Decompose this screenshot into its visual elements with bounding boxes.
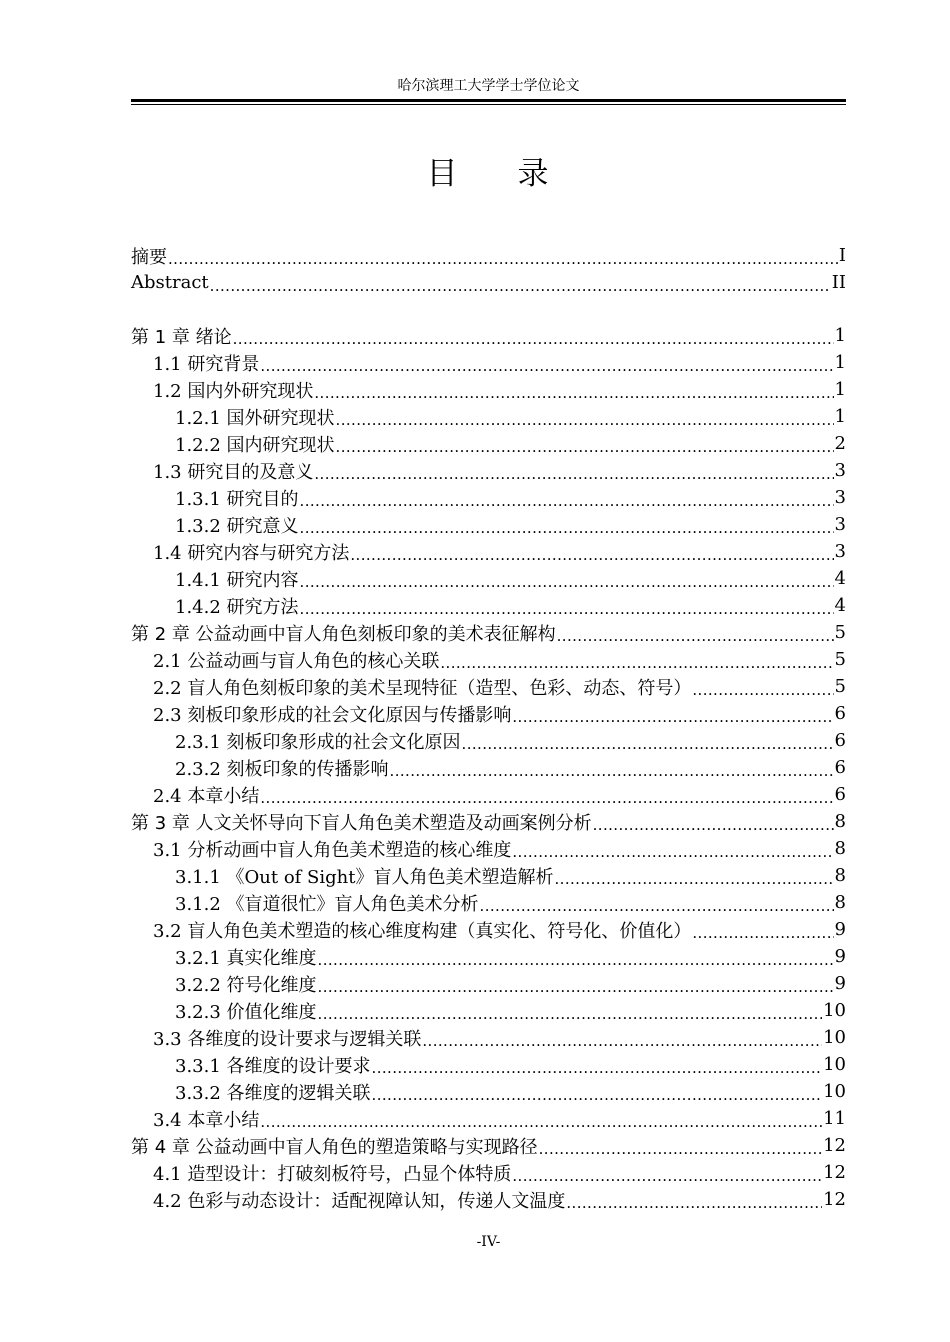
toc-entry-label: 1.4.1 研究内容 xyxy=(175,569,299,591)
toc-entry-page: 1 xyxy=(834,406,846,427)
toc-leader-dots xyxy=(593,816,834,834)
toc-entry-page: 6 xyxy=(834,757,846,778)
toc-entry[interactable] xyxy=(131,242,846,269)
toc-leader-dots xyxy=(168,250,838,268)
toc-entry-label: 4.1 造型设计：打破刻板符号，凸显个体特质 xyxy=(153,1163,512,1185)
toc-entry-label: 3.3.2 各维度的逻辑关联 xyxy=(175,1082,371,1104)
toc-leader-dots xyxy=(390,762,834,780)
title-char-right: 录 xyxy=(517,156,551,192)
toc-leader-dots xyxy=(314,465,833,483)
toc-leader-dots xyxy=(300,519,834,537)
toc-entry[interactable] xyxy=(131,349,846,376)
toc-entry[interactable] xyxy=(131,1105,846,1132)
toc-entry-page: 8 xyxy=(834,892,846,913)
page-number: -IV- xyxy=(476,1234,501,1250)
header-rule-thick xyxy=(131,99,846,102)
toc-entry[interactable] xyxy=(131,1159,846,1186)
toc-leader-dots xyxy=(557,627,834,645)
toc-entry-label: 3.2.3 价值化维度 xyxy=(175,1001,317,1023)
toc-entry-label: Abstract xyxy=(131,272,209,293)
toc-entry-page: 9 xyxy=(834,919,846,940)
toc-entry-page: 1 xyxy=(834,352,846,373)
toc-entry[interactable] xyxy=(131,997,846,1024)
toc-leader-dots xyxy=(566,1194,822,1212)
toc-leader-dots xyxy=(692,681,833,699)
toc-entry-label: 3.1 分析动画中盲人角色美术塑造的核心维度 xyxy=(153,839,512,861)
toc-front-matter xyxy=(131,242,846,296)
toc-entry-page: 3 xyxy=(834,460,846,481)
table-of-contents xyxy=(131,242,846,1213)
toc-entry-label: 2.3.1 刻板印象形成的社会文化原因 xyxy=(175,731,461,753)
toc-entry[interactable] xyxy=(131,269,846,296)
toc-leader-dots xyxy=(318,978,834,996)
toc-entry-page: I xyxy=(838,245,846,266)
toc-leader-dots xyxy=(300,600,834,618)
toc-entry-page: 3 xyxy=(834,487,846,508)
toc-entry-label: 3.3.1 各维度的设计要求 xyxy=(175,1055,371,1077)
toc-leader-dots xyxy=(318,1005,823,1023)
toc-entry[interactable] xyxy=(131,511,846,538)
toc-entry-label: 3.1.2 《盲道很忙》盲人角色美术分析 xyxy=(175,893,479,915)
toc-entry-page: 3 xyxy=(834,514,846,535)
toc-leader-dots xyxy=(440,654,833,672)
toc-entry-page: 2 xyxy=(834,433,846,454)
toc-leader-dots xyxy=(336,438,834,456)
toc-entry[interactable] xyxy=(131,619,846,646)
toc-entry-label: 2.3.2 刻板印象的传播影响 xyxy=(175,758,389,780)
toc-entry[interactable] xyxy=(131,673,846,700)
toc-entry[interactable] xyxy=(131,970,846,997)
toc-entry-page: 8 xyxy=(834,865,846,886)
toc-entry[interactable] xyxy=(131,565,846,592)
toc-gap xyxy=(131,296,846,322)
toc-entry[interactable] xyxy=(131,1186,846,1213)
toc-leader-dots xyxy=(260,1113,822,1131)
toc-leader-dots xyxy=(512,843,833,861)
toc-leader-dots xyxy=(554,870,833,888)
toc-entry-page: 4 xyxy=(834,595,846,616)
toc-entry-page: 9 xyxy=(834,946,846,967)
toc-entry[interactable] xyxy=(131,700,846,727)
toc-entry[interactable] xyxy=(131,322,846,349)
toc-body xyxy=(131,322,846,1213)
toc-entry[interactable] xyxy=(131,781,846,808)
toc-entry-page: 8 xyxy=(834,811,846,832)
toc-entry[interactable] xyxy=(131,430,846,457)
toc-entry[interactable] xyxy=(131,403,846,430)
toc-entry-page: 6 xyxy=(834,703,846,724)
toc-leader-dots xyxy=(210,277,831,295)
toc-entry[interactable] xyxy=(131,538,846,565)
toc-entry-page: 1 xyxy=(834,379,846,400)
toc-entry-label: 3.2.2 符号化维度 xyxy=(175,974,317,996)
toc-entry-label: 3.2 盲人角色美术塑造的核心维度构建（真实化、符号化、价值化） xyxy=(153,920,692,942)
toc-entry[interactable] xyxy=(131,835,846,862)
toc-entry-page: 12 xyxy=(823,1135,846,1156)
toc-entry-page: 8 xyxy=(834,838,846,859)
toc-entry-page: 6 xyxy=(834,730,846,751)
toc-entry-label: 1.4.2 研究方法 xyxy=(175,596,299,618)
toc-leader-dots xyxy=(512,1167,822,1185)
toc-leader-dots xyxy=(300,492,834,510)
toc-entry-page: 12 xyxy=(823,1189,846,1210)
toc-entry-page: II xyxy=(831,272,846,293)
toc-entry-page: 11 xyxy=(823,1108,846,1129)
toc-entry-page: 10 xyxy=(823,1000,846,1021)
toc-entry-label: 1.2.2 国内研究现状 xyxy=(175,434,335,456)
toc-entry-label: 4.2 色彩与动态设计：适配视障认知，传递人文温度 xyxy=(153,1190,566,1212)
toc-entry[interactable] xyxy=(131,754,846,781)
toc-entry[interactable] xyxy=(131,916,846,943)
toc-entry-page: 5 xyxy=(834,649,846,670)
toc-entry-label: 1.4 研究内容与研究方法 xyxy=(153,542,350,564)
toc-entry[interactable] xyxy=(131,1078,846,1105)
toc-entry[interactable] xyxy=(131,862,846,889)
title-char-left: 目 xyxy=(426,156,460,192)
toc-entry-label: 1.1 研究背景 xyxy=(153,353,260,375)
page-title xyxy=(131,152,846,196)
toc-entry-label: 3.3 各维度的设计要求与逻辑关联 xyxy=(153,1028,422,1050)
toc-leader-dots xyxy=(462,735,834,753)
toc-entry-label: 第 2 章 公益动画中盲人角色刻板印象的美术表征解构 xyxy=(131,623,556,645)
toc-entry[interactable] xyxy=(131,808,846,835)
toc-entry[interactable] xyxy=(131,1051,846,1078)
toc-entry-label: 1.3 研究目的及意义 xyxy=(153,461,314,483)
toc-entry-label: 1.3.2 研究意义 xyxy=(175,515,299,537)
toc-entry-label: 2.3 刻板印象形成的社会文化原因与传播影响 xyxy=(153,704,512,726)
toc-entry-label: 3.1.1 《Out of Sight》盲人角色美术塑造解析 xyxy=(175,866,554,888)
toc-leader-dots xyxy=(539,1140,822,1158)
toc-entry[interactable] xyxy=(131,376,846,403)
toc-entry-label: 2.2 盲人角色刻板印象的美术呈现特征（造型、色彩、动态、符号） xyxy=(153,677,692,699)
toc-leader-dots xyxy=(318,951,834,969)
toc-entry[interactable] xyxy=(131,1024,846,1051)
toc-leader-dots xyxy=(233,330,834,348)
toc-entry[interactable] xyxy=(131,592,846,619)
toc-entry-page: 10 xyxy=(823,1054,846,1075)
toc-entry-page: 5 xyxy=(834,676,846,697)
toc-entry-label: 1.2.1 国外研究现状 xyxy=(175,407,335,429)
toc-leader-dots xyxy=(300,573,834,591)
toc-entry-page: 5 xyxy=(834,622,846,643)
toc-entry[interactable] xyxy=(131,457,846,484)
toc-entry[interactable] xyxy=(131,727,846,754)
toc-leader-dots xyxy=(692,924,833,942)
header-rule-thin xyxy=(131,104,846,105)
toc-leader-dots xyxy=(422,1032,822,1050)
toc-entry-label: 2.4 本章小结 xyxy=(153,785,260,807)
toc-entry-page: 4 xyxy=(834,568,846,589)
toc-entry-label: 3.2.1 真实化维度 xyxy=(175,947,317,969)
toc-entry-page: 9 xyxy=(834,973,846,994)
toc-entry[interactable] xyxy=(131,484,846,511)
toc-entry-page: 12 xyxy=(823,1162,846,1183)
toc-entry-page: 10 xyxy=(823,1027,846,1048)
toc-leader-dots xyxy=(480,897,834,915)
toc-entry[interactable] xyxy=(131,646,846,673)
toc-leader-dots xyxy=(260,789,833,807)
toc-entry-page: 3 xyxy=(834,541,846,562)
toc-entry-label: 第 1 章 绪论 xyxy=(131,326,232,348)
running-header: 哈尔滨理工大学学士学位论文 xyxy=(397,78,580,94)
toc-leader-dots xyxy=(350,546,833,564)
toc-entry-label: 1.2 国内外研究现状 xyxy=(153,380,314,402)
toc-entry-label: 1.3.1 研究目的 xyxy=(175,488,299,510)
toc-entry-label: 第 4 章 公益动画中盲人角色的塑造策略与实现路径 xyxy=(131,1136,538,1158)
toc-leader-dots xyxy=(336,411,834,429)
toc-entry[interactable] xyxy=(131,943,846,970)
toc-leader-dots xyxy=(372,1059,823,1077)
toc-entry-page: 6 xyxy=(834,784,846,805)
toc-leader-dots xyxy=(260,357,833,375)
toc-entry-label: 2.1 公益动画与盲人角色的核心关联 xyxy=(153,650,440,672)
toc-entry-label: 摘要 xyxy=(131,246,167,268)
toc-entry-page: 1 xyxy=(834,325,846,346)
toc-leader-dots xyxy=(372,1086,823,1104)
toc-entry-page: 10 xyxy=(823,1081,846,1102)
toc-entry-label: 第 3 章 人文关怀导向下盲人角色美术塑造及动画案例分析 xyxy=(131,812,592,834)
toc-leader-dots xyxy=(314,384,833,402)
toc-entry-label: 3.4 本章小结 xyxy=(153,1109,260,1131)
toc-leader-dots xyxy=(512,708,833,726)
toc-entry[interactable] xyxy=(131,1132,846,1159)
toc-entry[interactable] xyxy=(131,889,846,916)
